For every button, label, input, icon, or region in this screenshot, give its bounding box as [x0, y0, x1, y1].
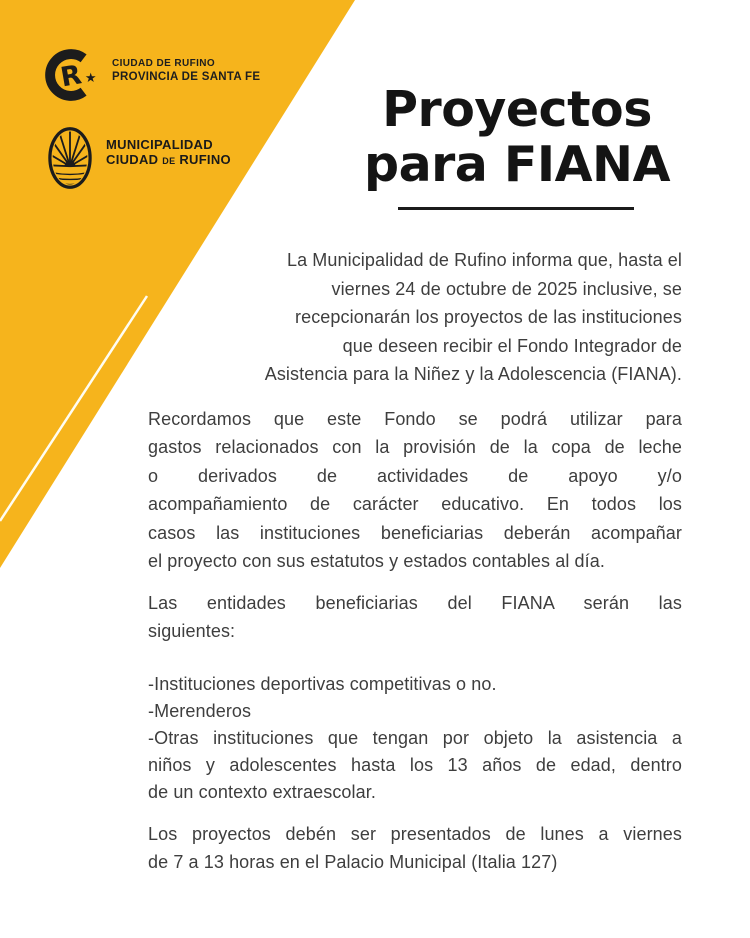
p1-line: recepcionarán los proyectos de las instituciones [294, 307, 682, 327]
paragraph-beneficiaries-intro [148, 589, 682, 645]
p1-line: La Municipalidad de Rufino informa que, hasta el [286, 250, 682, 270]
logo2-word-rufino: RUFINO [179, 152, 231, 167]
p2-line: gastos relacionados con la provisión de la copa de leche [148, 437, 682, 458]
p3-line: siguientes: [148, 621, 236, 641]
list-item-line: de un contexto extraescolar. [148, 782, 376, 802]
list-item-line: -Otras instituciones que tengan por objeto la asistencia a [148, 728, 682, 748]
logo1-text-block [112, 58, 260, 83]
logo2-city-label [106, 153, 231, 168]
paragraph-fund-usage [148, 405, 682, 575]
beneficiaries-list [148, 671, 682, 806]
logo1-province-label: PROVINCIA DE SANTA FE [112, 71, 261, 83]
p2-line: o derivados de actividades de apoyo y/o [148, 465, 682, 486]
paragraph-announcement [148, 246, 682, 389]
p5-line: de 7 a 13 horas en el Palacio Municipal (Italia 127) [148, 851, 558, 872]
list-item: -Merenderos [148, 701, 252, 721]
logo2-word-ciudad: CIUDAD [106, 152, 159, 167]
logo2-municipalidad-label: MUNICIPALIDAD [106, 137, 213, 152]
monogram-letter: R [58, 59, 84, 94]
list-item: -Instituciones deportivas competitivas o no. [148, 674, 497, 694]
title-underline [398, 207, 634, 210]
p2-line: acompañamiento de carácter educativo. En todos los [148, 494, 682, 515]
p2-line: casos las instituciones beneficiarias deberán acompañar [148, 522, 682, 543]
p1-line: viernes 24 de octubre de 2025 inclusive, se [331, 278, 682, 299]
p5-line: Los proyectos debén ser presentados de lunes a viernes [148, 824, 682, 844]
p2-line: Recordamos que este Fondo se podrá utilizar para [148, 409, 682, 429]
logo2-word-de: DE [162, 156, 176, 166]
p1-line: Asistencia para la Niñez y la Adolescencia (FIANA). [264, 364, 682, 384]
title-line-1: Proyectos [382, 81, 652, 138]
municipalidad-seal-icon [47, 126, 93, 190]
p3-line: Las entidades beneficiarias del FIANA serán las [148, 593, 682, 613]
p1-line: que deseen recibir el Fondo Integrador de [342, 335, 682, 356]
star-icon: ★ [84, 69, 97, 85]
title-line-2: para FIANA [364, 136, 670, 193]
paragraph-submission-info [148, 821, 682, 876]
logo1-city-label: CIUDAD DE RUFINO [112, 58, 216, 69]
ciudad-de-rufino-logo-icon [42, 46, 100, 104]
list-item-line: niños y adolescentes hasta los 13 años de edad, dentro [148, 755, 682, 775]
page-title [300, 82, 734, 192]
p2-line: el proyecto con sus estatutos y estados contables al día. [148, 551, 605, 572]
logo2-text-block [106, 138, 231, 168]
